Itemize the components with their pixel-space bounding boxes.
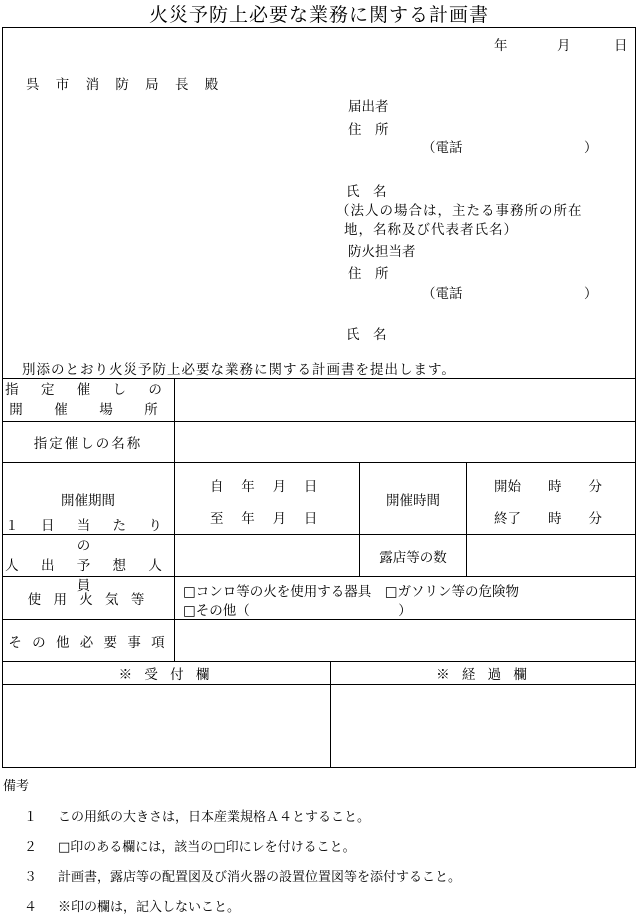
- time-start: 開始 時 分: [494, 479, 602, 495]
- addressee: 呉 市 消 防 局 長 殿: [26, 77, 225, 93]
- fire-manager-heading: 防火担当者: [348, 244, 416, 260]
- time-end: 終了 時 分: [494, 511, 602, 527]
- form-title: 火災予防上必要な業務に関する計画書: [148, 4, 489, 26]
- fire-manager-address-label: 住 所: [348, 266, 389, 282]
- remarks-text-4: ※印の欄は，記入しないこと。: [58, 900, 241, 915]
- time-label: 開催時間: [386, 492, 440, 509]
- reception-area: [2, 685, 330, 767]
- date-day: 日: [614, 38, 628, 54]
- remarks-num-3: ３: [24, 870, 38, 885]
- corp-note-line2: 地，名称及び代表者氏名）: [344, 222, 518, 238]
- other-items-label: そ の 他 必 要 事 項: [8, 634, 168, 651]
- notifier-heading: 届出者: [348, 99, 389, 115]
- fire-use-label: 使 用 火 気 等: [27, 592, 149, 608]
- period-from: 自 年 月 日: [210, 479, 318, 495]
- event-name-label: 指定催しの名称: [33, 436, 143, 452]
- progress-label: ※ 経 過 欄: [436, 667, 531, 683]
- notifier-name-label: 氏 名: [346, 184, 387, 200]
- date-month: 月: [557, 38, 571, 54]
- notifier-phone: （電話 ）: [422, 140, 598, 156]
- location-field[interactable]: [175, 379, 636, 421]
- attendance-label-line1: １ 日 当 た り の: [5, 517, 171, 554]
- fire-manager-phone: （電話 ）: [422, 286, 598, 302]
- submission-statement: 別添のとおり火災予防上必要な業務に関する計画書を提出します。: [22, 362, 456, 378]
- stalls-label: 露店等の数: [379, 549, 447, 566]
- location-label: [2, 379, 174, 421]
- attendance-field[interactable]: [175, 535, 359, 576]
- progress-area: [331, 685, 636, 767]
- location-label-line1: 指 定 催 し の: [5, 382, 171, 398]
- remarks-num-4: ４: [24, 900, 38, 915]
- corp-note-line1: （法人の場合は，主たる事務所の所在: [336, 203, 583, 219]
- event-name-field[interactable]: [175, 422, 636, 462]
- remarks-text-2: □印のある欄には，該当の□印にレを付けること。: [58, 840, 356, 855]
- fire-option-stove-and-hazmat[interactable]: □コンロ等の火を使用する器具 □ガソリン等の危険物: [183, 584, 520, 600]
- location-label-line2: 開 催 場 所: [9, 402, 167, 418]
- fire-manager-name-label: 氏 名: [346, 327, 387, 343]
- remarks-text-1: この用紙の大きさは，日本産業規格Ａ４とすること。: [58, 810, 371, 825]
- fire-option-other[interactable]: □その他（ ）: [183, 603, 412, 619]
- remarks-num-2: ２: [24, 840, 38, 855]
- attendance-label-line2: 人 出 予 想 人 員: [5, 557, 171, 594]
- stalls-field[interactable]: [467, 535, 636, 576]
- attendance-label: [2, 517, 174, 594]
- period-to: 至 年 月 日: [210, 511, 318, 527]
- other-items-field[interactable]: [175, 620, 636, 661]
- remarks-num-1: １: [24, 810, 38, 825]
- remarks-text-3: 計画書，露店等の配置図及び消火器の設置位置図等を添付すること。: [58, 870, 462, 885]
- date-year: 年: [494, 38, 508, 54]
- period-label: 開催期間: [61, 492, 115, 509]
- notifier-address-label: 住 所: [348, 122, 389, 138]
- reception-label: ※ 受 付 欄: [118, 667, 214, 683]
- remarks-heading: 備考: [3, 779, 30, 794]
